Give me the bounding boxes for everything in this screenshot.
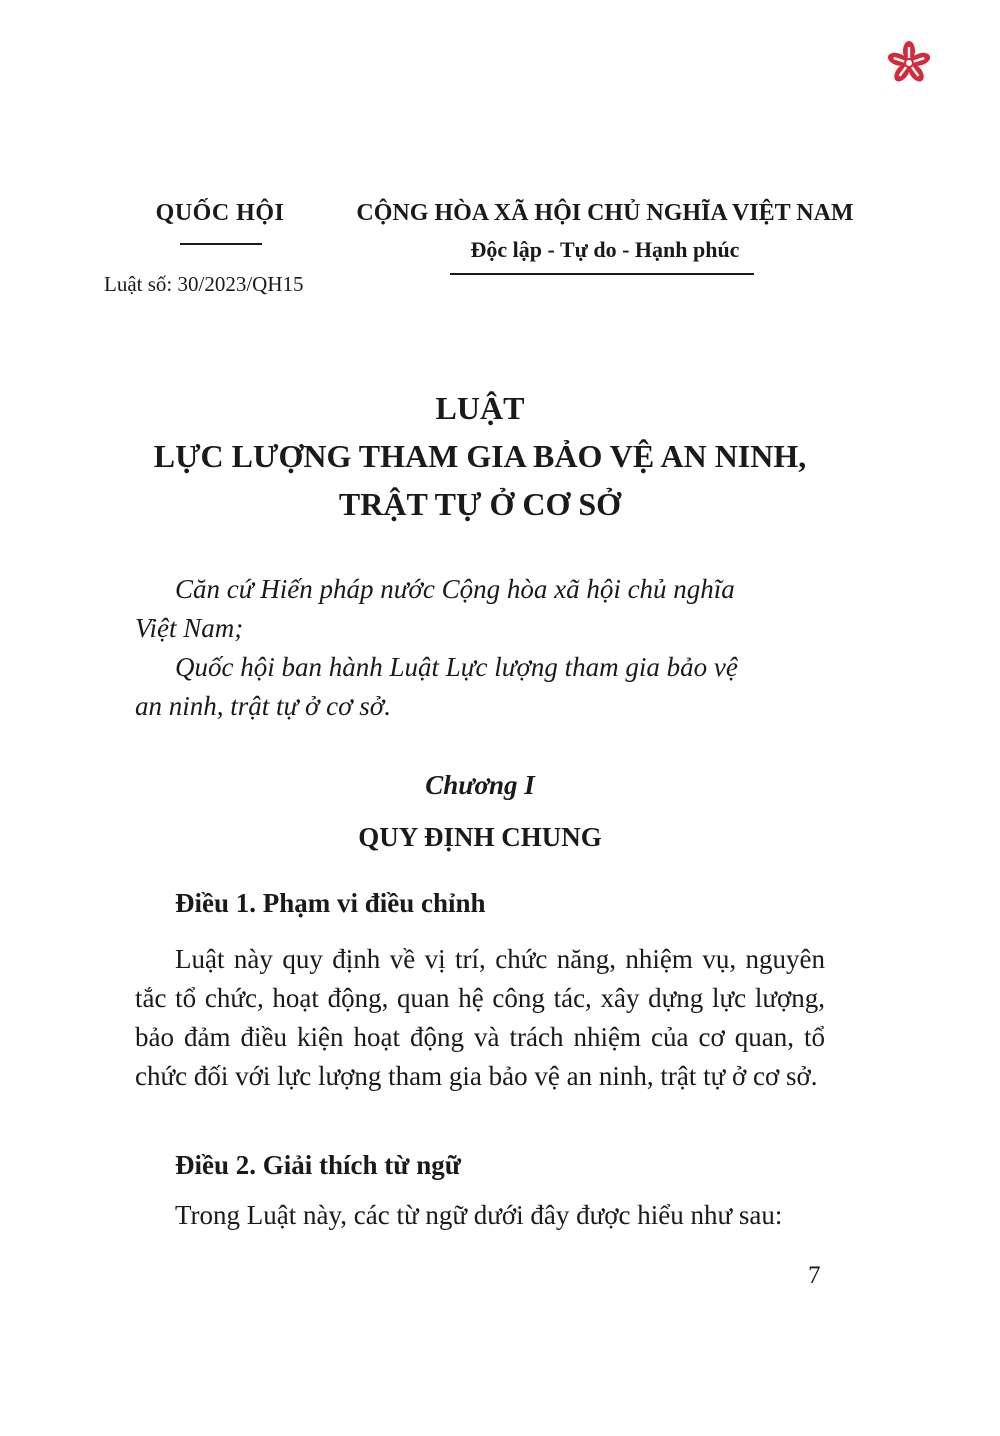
- preamble-line-2: Việt Nam;: [135, 613, 244, 643]
- national-motto: Độc lập - Tự do - Hạnh phúc: [470, 237, 740, 262]
- chapter-title: QUY ĐỊNH CHUNG: [358, 822, 602, 852]
- law-number: Luật số: 30/2023/QH15: [104, 272, 304, 296]
- preamble-line-3: Quốc hội ban hành Luật Lực lượng tham gia bảo vệ: [175, 652, 738, 682]
- article-1-title: Điều 1. Phạm vi điều chỉnh: [175, 888, 486, 918]
- country-name: CỘNG HÒA XÃ HỘI CHỦ NGHĨA VIỆT NAM: [356, 200, 854, 226]
- page-number: 7: [808, 1262, 821, 1289]
- preamble-line-1: Căn cứ Hiến pháp nước Cộng hòa xã hội chủ nghĩa: [175, 574, 735, 604]
- law-title-label: LUẬT: [435, 390, 525, 426]
- law-title-line-2: TRẬT TỰ Ở CƠ SỞ: [338, 486, 622, 522]
- publisher-logo-icon: [886, 40, 932, 86]
- law-title-line-1: LỰC LƯỢNG THAM GIA BẢO VỆ AN NINH,: [153, 438, 807, 474]
- article-1-text: Luật này quy định về vị trí, chức năng, nhiệm vụ, nguyên tắc tổ chức, hoạt động, quan hệ công tác, xây dựng lực lượng, bảo đảm điều kiện hoạt động và trách nhiệm của cơ quan, tổ chức đối với lực lượng tham gia bảo vệ an ninh, trật tự ở cơ sở.: [135, 944, 825, 1091]
- issuing-authority: QUỐC HỘI: [155, 200, 285, 226]
- article-2-text: Trong Luật này, các từ ngữ dưới đây được hiểu như sau:: [175, 1200, 783, 1230]
- motto-underline: [450, 273, 754, 275]
- authority-underline: [180, 243, 262, 245]
- article-2-title: Điều 2. Giải thích từ ngữ: [175, 1150, 461, 1180]
- preamble-line-4: an ninh, trật tự ở cơ sở.: [135, 691, 391, 721]
- chapter-label: Chương I: [425, 770, 535, 800]
